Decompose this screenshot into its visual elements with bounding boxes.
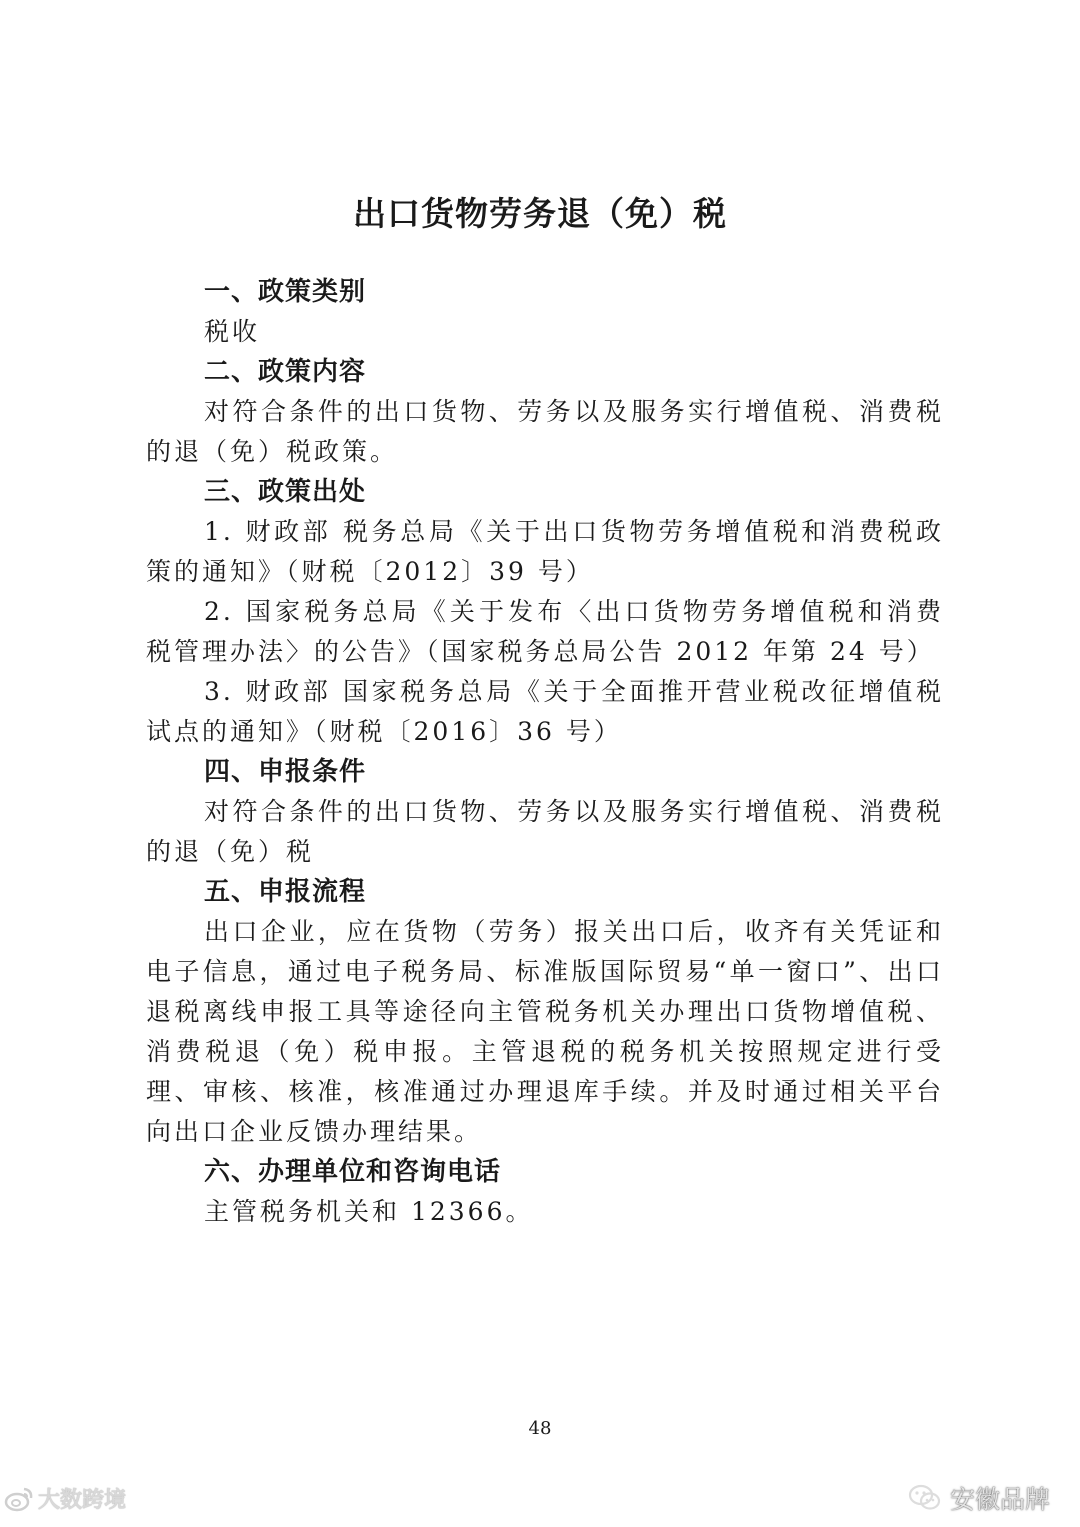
section-heading: 六、办理单位和咨询电话 [204, 1157, 502, 1187]
section-application-process [146, 872, 944, 1152]
section-heading: 一、政策类别 [204, 277, 367, 307]
section-policy-source [146, 472, 944, 752]
section-paragraph: 1. 财政部 税务总局《关于出口货物劳务增值税和消费税政策的通知》（财税〔2012〕39 号） [146, 517, 944, 586]
section-paragraph: 3. 财政部 国家税务总局《关于全面推开营业税改征增值税试点的通知》（财税〔2016〕36 号） [146, 677, 944, 746]
watermark-left [4, 1483, 126, 1514]
section-heading: 五、申报流程 [204, 877, 367, 907]
wechat-logo-icon [908, 1484, 942, 1512]
section-paragraph: 主管税务机关和 12366。 [204, 1197, 534, 1226]
section-heading: 三、政策出处 [204, 477, 367, 507]
section-paragraph: 出口企业，应在货物（劳务）报关出口后，收齐有关凭证和电子信息，通过电子税务局、标准版国际贸易“单一窗口”、出口退税离线申报工具等途径向主管税务机关办理出口货物增值税、消费税退（免）税申报。主管退税的税务机关按照规定进行受理、审核、核准，核准通过办理退库手续。并及时通过相关平台向出口企业反馈办理结果。 [146, 917, 944, 1146]
section-paragraph: 对符合条件的出口货物、劳务以及服务实行增值税、消费税的退（免）税 [146, 797, 944, 866]
section-application-conditions [146, 752, 944, 872]
section-paragraph: 对符合条件的出口货物、劳务以及服务实行增值税、消费税的退（免）税政策。 [146, 397, 944, 466]
section-heading: 四、申报条件 [204, 757, 367, 787]
section-office-and-hotline [146, 1152, 944, 1232]
watermark-left-text: 大数跨境 [38, 1488, 127, 1513]
page-number: 48 [528, 1418, 552, 1439]
document-title: 出口货物劳务退（免）税 [353, 194, 727, 233]
watermark-right [908, 1480, 1050, 1516]
section-paragraph: 2. 国家税务总局《关于发布〈出口货物劳务增值税和消费税管理办法〉的公告》（国家税务总局公告 2012 年第 24 号） [146, 597, 944, 666]
section-heading: 二、政策内容 [204, 357, 367, 387]
section-policy-category [146, 272, 944, 352]
section-paragraph: 税收 [204, 317, 261, 346]
watermark-right-text: 安徽品牌 [949, 1485, 1050, 1514]
section-policy-content [146, 352, 944, 472]
weibo-logo-icon [4, 1486, 34, 1512]
document-body [146, 272, 944, 1232]
